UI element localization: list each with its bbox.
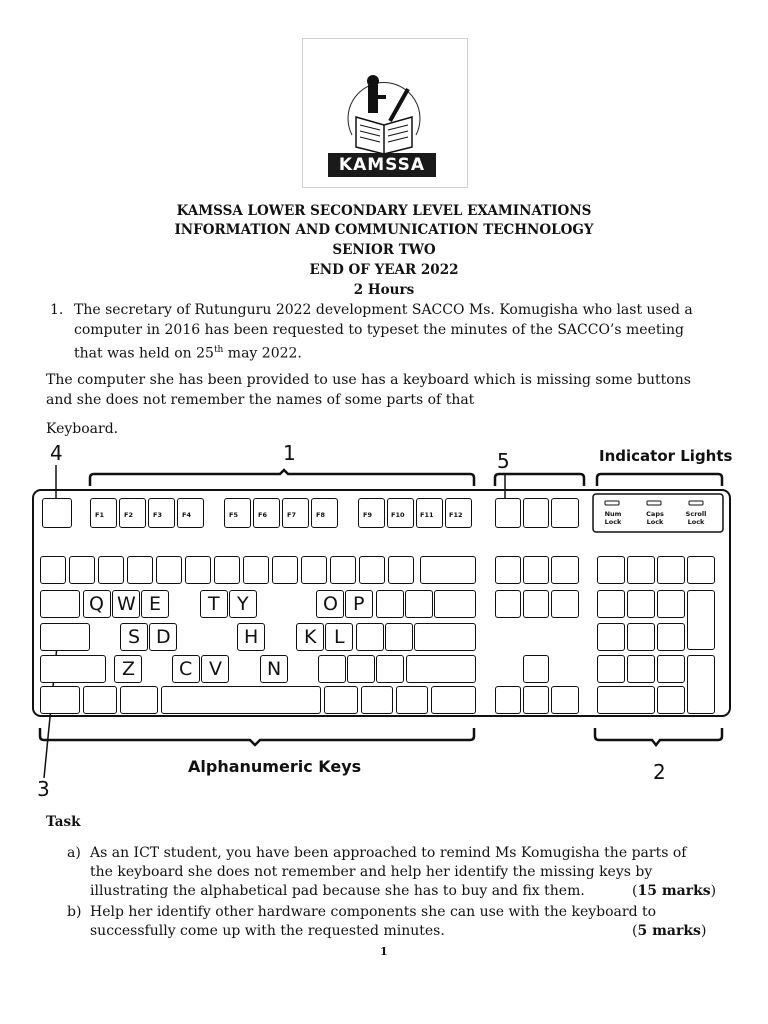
backspace-key: [420, 556, 476, 584]
caps-lock-indicator: Caps Lock: [646, 510, 664, 526]
key-f6: F6: [253, 498, 280, 528]
key-e: E: [141, 590, 169, 618]
numpad-enter-key: [687, 655, 715, 714]
spacebar: [161, 686, 321, 714]
term-title: END OF YEAR 2022: [309, 262, 459, 278]
logo-badge: KAMSSA: [328, 153, 436, 177]
task-b-marks: (5 marks): [632, 923, 707, 939]
numpad-3-key: [657, 655, 685, 683]
task-a-line: As an ICT student, you have been approached to remind Ms Komugisha the parts of: [90, 845, 687, 861]
backslash-key: [434, 590, 476, 618]
callout-3: 3: [37, 777, 50, 801]
paragraph-line: and she does not remember the names of some parts of that: [46, 392, 475, 408]
right-alt-key: [324, 686, 358, 714]
right-ctrl-key: [431, 686, 476, 714]
numpad-num-lock-key: [597, 556, 625, 584]
alphanumeric-keys-label: Alphanumeric Keys: [188, 757, 362, 776]
key-f3: F3: [148, 498, 175, 528]
key-q: Q: [83, 590, 111, 618]
bracket-key: [376, 590, 404, 618]
numpad-2-key: [627, 655, 655, 683]
paragraph-line: The computer she has been provided to use has a keyboard which is missing some buttons: [46, 372, 691, 388]
end-key: [523, 590, 549, 618]
comma-key: [318, 655, 346, 683]
task-b-line: successfully come up with the requested minutes.: [90, 923, 445, 939]
key-y: Y: [229, 590, 257, 618]
caps-lock-key: [40, 623, 90, 651]
task-heading: Task: [46, 814, 81, 830]
left-shift-key: [40, 655, 106, 683]
callout-5: 5: [497, 449, 510, 473]
left-ctrl-key: [40, 686, 80, 714]
key-f10: F10: [387, 498, 414, 528]
numpad-0-key: [597, 686, 655, 714]
question-line: that was held on 25th may 2022.: [74, 345, 302, 362]
num-lock-indicator: Num Lock: [604, 510, 622, 526]
enter-key: [414, 623, 476, 651]
numpad-9-key: [657, 590, 685, 618]
number-row: [40, 556, 418, 584]
numpad-1-key: [597, 655, 625, 683]
key-n: N: [260, 655, 288, 683]
period-key: [347, 655, 375, 683]
task-b-line: Help her identify other hardware components she can use with the keyboard to: [90, 904, 657, 920]
menu-key: [396, 686, 428, 714]
home-key: [523, 556, 549, 584]
page-down-key: [551, 590, 579, 618]
callout-4: 4: [50, 441, 63, 465]
key-v: V: [201, 655, 229, 683]
numpad-8-key: [627, 590, 655, 618]
callout-1: 1: [283, 441, 296, 465]
key-f7: F7: [282, 498, 309, 528]
arrow-right-key: [551, 686, 579, 714]
bracket-key: [405, 590, 433, 618]
subject-title: INFORMATION AND COMMUNICATION TECHNOLOGY: [174, 222, 594, 238]
page-number: 1: [380, 945, 388, 958]
key-l: L: [325, 623, 353, 651]
semicolon-key: [356, 623, 384, 651]
key-f8: F8: [311, 498, 338, 528]
key-f4: F4: [177, 498, 204, 528]
windows-key: [361, 686, 393, 714]
key-d: D: [149, 623, 177, 651]
numpad-decimal-key: [657, 686, 685, 714]
pause-break-key: [551, 498, 579, 528]
question-number: 1.: [50, 302, 64, 318]
duration: 2 Hours: [353, 282, 415, 298]
exam-body-title: KAMSSA LOWER SECONDARY LEVEL EXAMINATIONS: [176, 203, 592, 219]
arrow-left-key: [495, 686, 521, 714]
numpad-divide-key: [627, 556, 655, 584]
key-f12: F12: [445, 498, 472, 528]
right-shift-key: [406, 655, 476, 683]
key-k: K: [296, 623, 324, 651]
key-f11: F11: [416, 498, 443, 528]
left-alt-key: [120, 686, 158, 714]
paragraph-line: Keyboard.: [46, 421, 119, 437]
key-o: O: [316, 590, 344, 618]
arrow-up-key: [523, 655, 549, 683]
numpad-plus-key: [687, 590, 715, 650]
tab-key: [40, 590, 80, 618]
numpad-5-key: [627, 623, 655, 651]
callout-2: 2: [653, 760, 666, 784]
key-w: W: [112, 590, 140, 618]
task-a-line: illustrating the alphabetical pad because she has to buy and fix them.: [90, 883, 585, 899]
delete-key: [495, 590, 521, 618]
question-line: computer in 2016 has been requested to typeset the minutes of the SACCO’s meeting: [74, 322, 684, 338]
key-z: Z: [114, 655, 142, 683]
key-f5: F5: [224, 498, 251, 528]
numpad-4-key: [597, 623, 625, 651]
key-p: P: [345, 590, 373, 618]
task-a-line: the keyboard she does not remember and help her identify the missing keys by: [90, 864, 653, 880]
class-title: SENIOR TWO: [332, 242, 436, 258]
task-a-marks: (15 marks): [632, 883, 717, 899]
indicator-lights-label: Indicator Lights: [599, 447, 733, 465]
key-f2: F2: [119, 498, 146, 528]
numpad-7-key: [597, 590, 625, 618]
task-b-marker: b): [67, 904, 82, 920]
slash-key: [376, 655, 404, 683]
esc-key-missing: [42, 498, 72, 528]
scroll-lock-indicator: Scroll Lock: [685, 510, 707, 526]
page-up-key: [551, 556, 579, 584]
key-c: C: [172, 655, 200, 683]
insert-key: [495, 556, 521, 584]
key-t: T: [200, 590, 228, 618]
key-s: S: [120, 623, 148, 651]
scroll-lock-key: [523, 498, 549, 528]
key-h: H: [237, 623, 265, 651]
quote-key: [385, 623, 413, 651]
arrow-down-key: [523, 686, 549, 714]
numpad-minus-key: [687, 556, 715, 584]
print-screen-key-missing: [495, 498, 521, 528]
question-line: The secretary of Rutunguru 2022 development SACCO Ms. Komugisha who last used a: [74, 302, 693, 318]
windows-key: [83, 686, 117, 714]
numpad-multiply-key: [657, 556, 685, 584]
key-f1: F1: [90, 498, 117, 528]
numpad-6-key: [657, 623, 685, 651]
key-f9: F9: [358, 498, 385, 528]
task-a-marker: a): [67, 845, 81, 861]
